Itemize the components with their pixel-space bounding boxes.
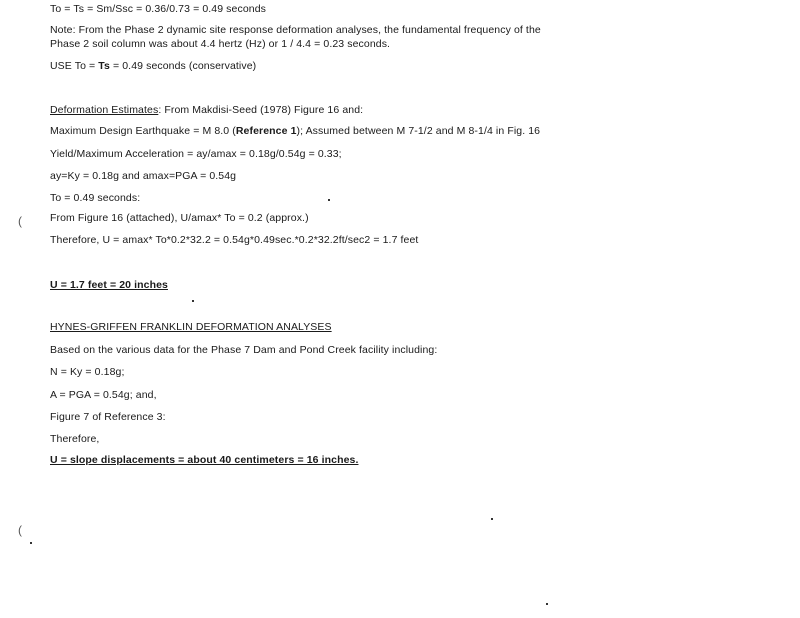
note-line-1: Note: From the Phase 2 dynamic site response deformation analyses, the fundamental frequency of the xyxy=(50,24,541,36)
figure16-line: From Figure 16 (attached), U/amax* To = 0.2 (approx.) xyxy=(50,212,309,224)
max-design-earthquake-line xyxy=(50,125,540,138)
speck xyxy=(491,518,493,520)
ay-ky-line: ay=Ky = 0.18g and amax=PGA = 0.54g xyxy=(50,170,237,182)
mde-pre: Maximum Design Earthquake = M 8.0 ( xyxy=(50,125,236,137)
speck xyxy=(328,199,330,201)
speck xyxy=(192,300,194,302)
mde-reference: Reference 1 xyxy=(235,125,297,137)
speck xyxy=(546,603,548,605)
therefore-line: Therefore, xyxy=(50,433,100,445)
based-on-line: Based on the various data for the Phase 7 Dam and Pond Creek facility including: xyxy=(50,344,438,356)
deformation-estimates-label: Deformation Estimates xyxy=(50,104,159,116)
a-pga-line: A = PGA = 0.54g; and, xyxy=(50,389,157,401)
use-to-line xyxy=(50,60,256,73)
use-to-post: = 0.49 seconds (conservative) xyxy=(109,60,257,72)
deformation-estimates-text: : From Makdisi-Seed (1978) Figure 16 and: xyxy=(158,104,364,116)
figure7-line: Figure 7 of Reference 3: xyxy=(50,411,166,423)
use-to-pre: USE To = xyxy=(50,60,99,72)
n-ky-line: N = Ky = 0.18g; xyxy=(50,366,125,378)
hynes-griffen-heading: HYNES-GRIFFEN FRANKLIN DEFORMATION ANALYSES xyxy=(50,321,332,333)
yield-acceleration-line: Yield/Maximum Acceleration = ay/amax = 0.18g/0.54g = 0.33; xyxy=(50,148,342,160)
margin-mark-1: ( xyxy=(18,214,22,228)
to-seconds-line: To = 0.49 seconds: xyxy=(50,192,141,204)
note-line-2: Phase 2 soil column was about 4.4 hertz (Hz) or 1 / 4.4 = 0.23 seconds. xyxy=(50,38,391,50)
deformation-estimates-heading xyxy=(50,104,363,117)
speck xyxy=(30,542,32,544)
mde-post: ); Assumed between M 7-1/2 and M 8-1/4 in Fig. 16 xyxy=(296,125,541,137)
to-equation-line: To = Ts = Sm/Ssc = 0.36/0.73 = 0.49 seconds xyxy=(50,3,266,15)
slope-displacement-result: U = slope displacements = about 40 centimeters = 16 inches. xyxy=(50,454,359,466)
therefore-u-line: Therefore, U = amax* To*0.2*32.2 = 0.54g*0.49sec.*0.2*32.2ft/sec2 = 1.7 feet xyxy=(50,234,419,246)
use-to-bold: Ts xyxy=(98,60,110,72)
u-result-line: U = 1.7 feet = 20 inches xyxy=(50,279,168,291)
margin-mark-2: ( xyxy=(18,523,22,537)
